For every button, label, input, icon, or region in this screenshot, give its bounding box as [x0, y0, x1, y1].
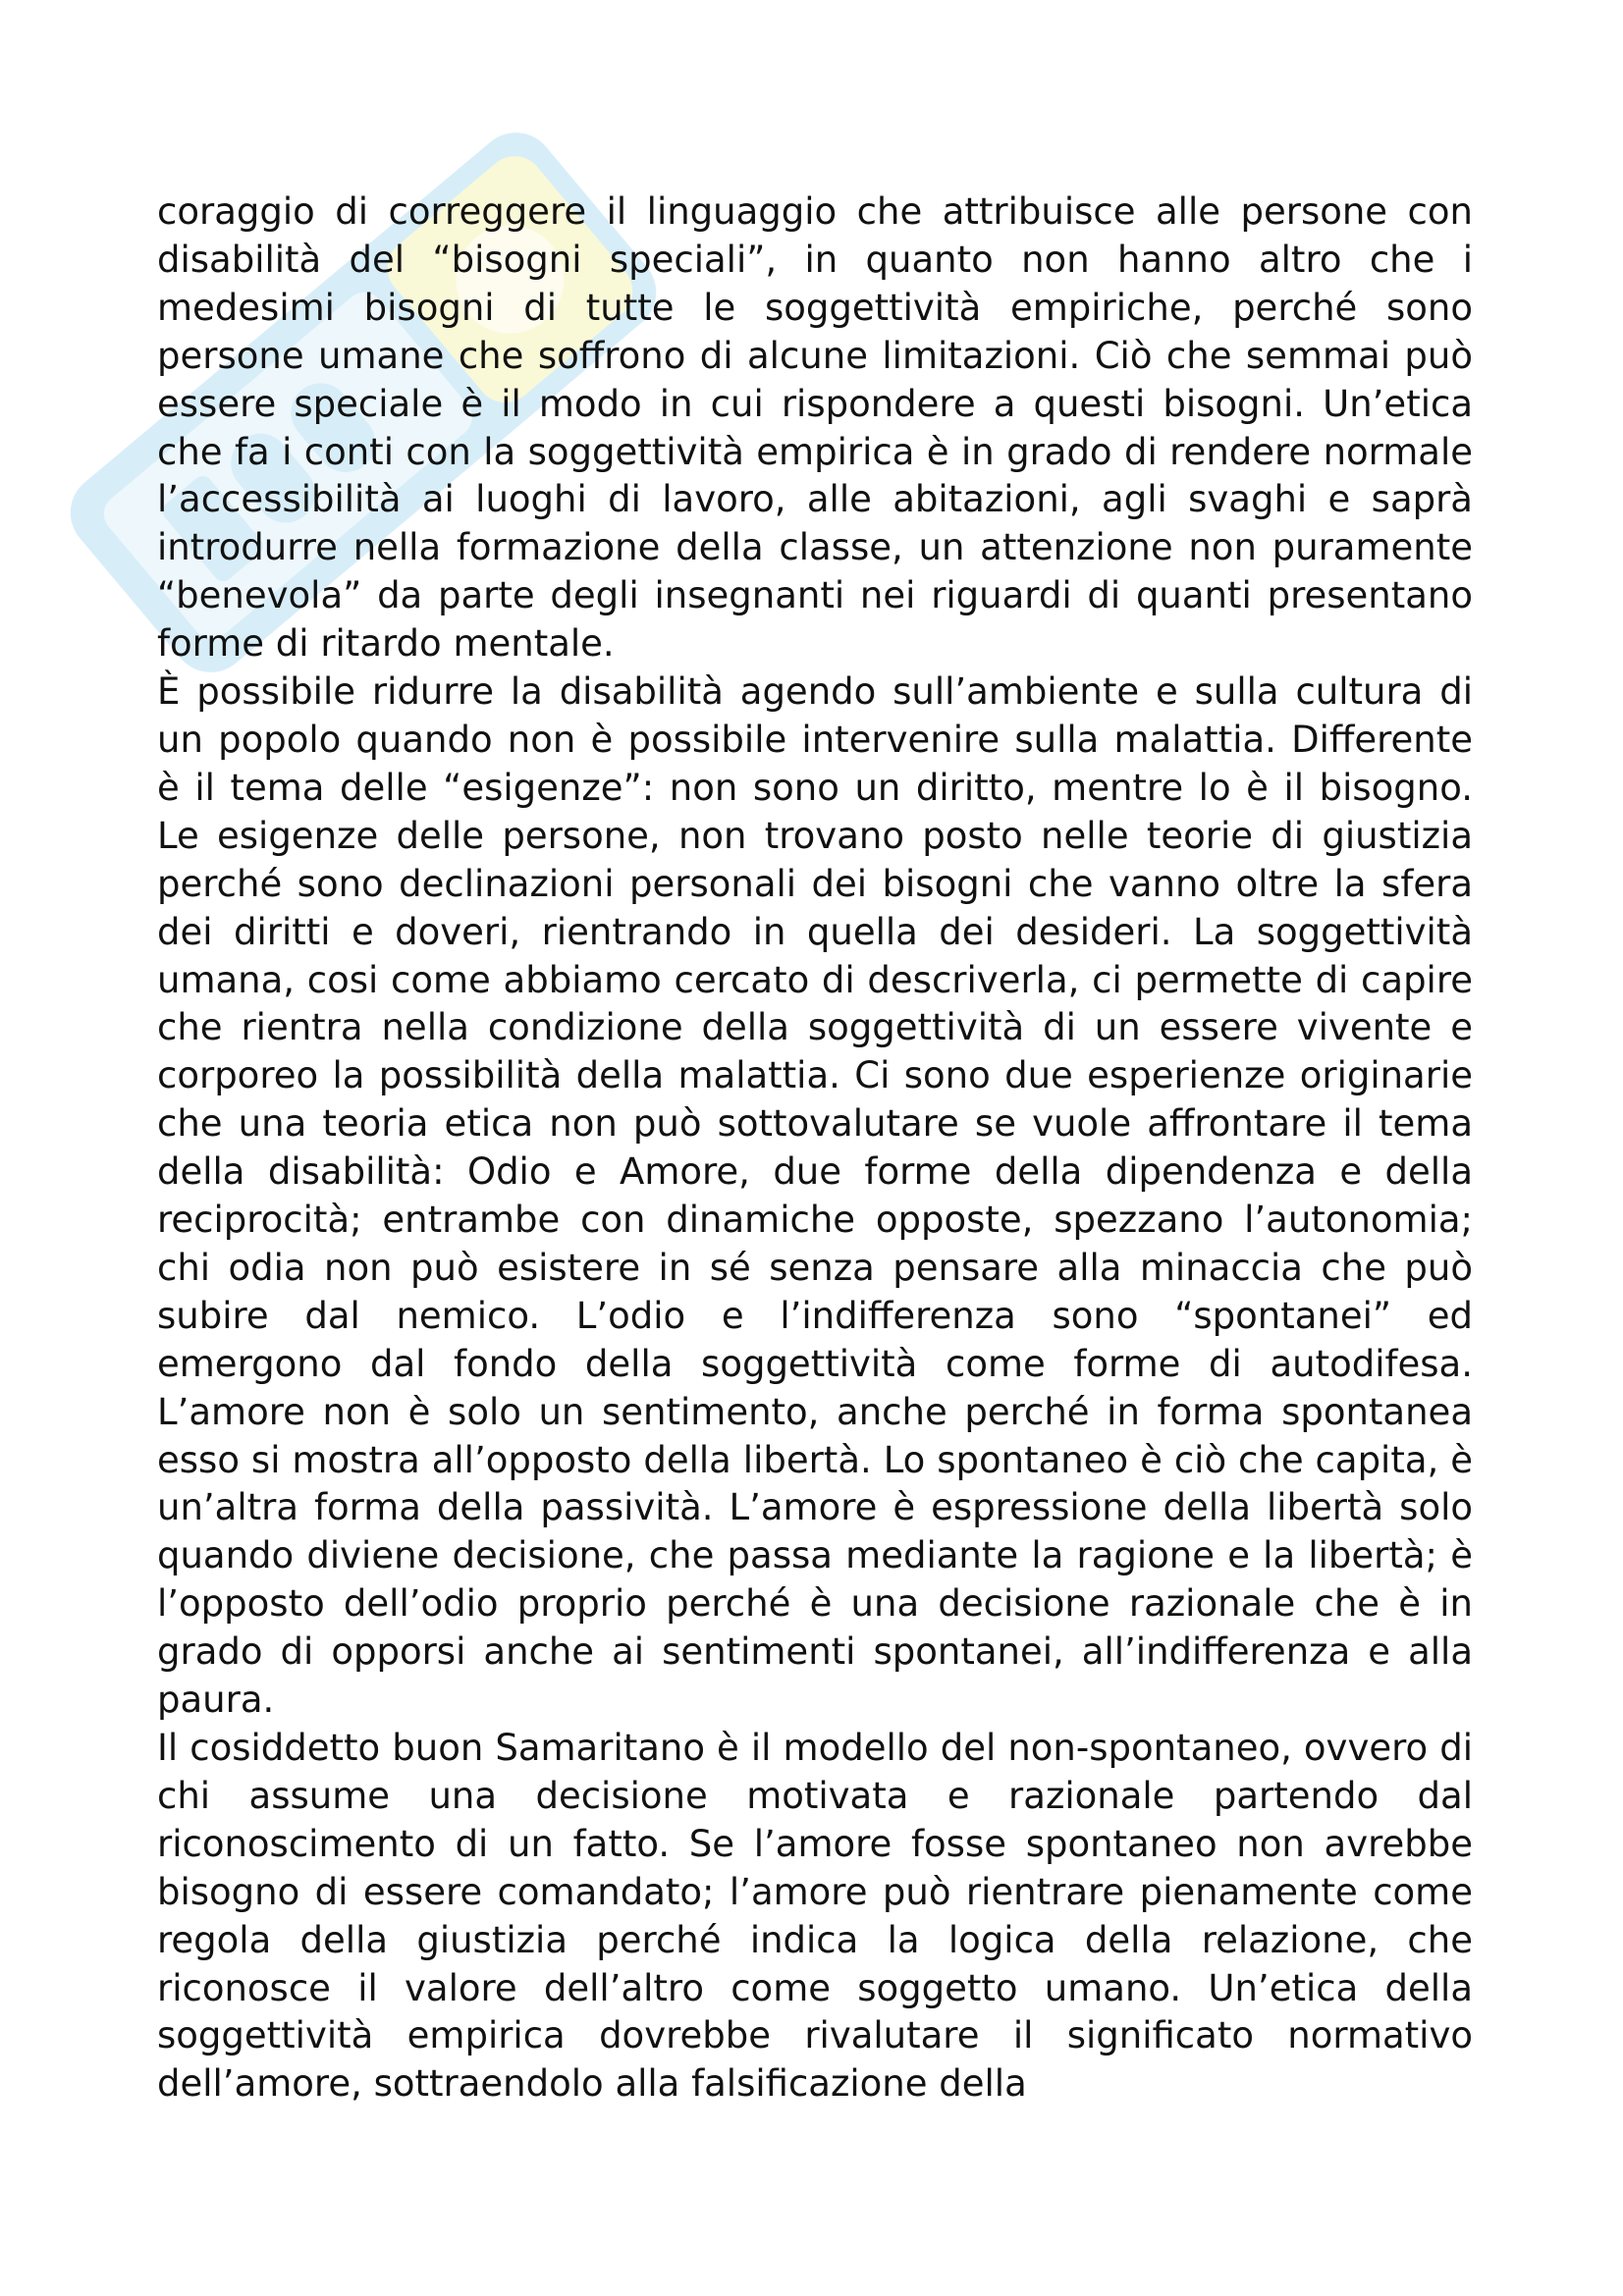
paragraph-2: È possibile ridurre la disabilità agendo sull’ambiente e sulla cultura di un popolo quando non è possibile intervenire sulla malattia. Differente è il tema delle “esigenze”: non sono un diritto, mentre lo è il bisogno. Le esigenze delle persone, non trovano posto nelle teorie di giustizia perché sono declinazioni personali dei bisogni che vanno oltre la sfera dei diritti e doveri, rientrando in quella dei desideri. La soggettività umana, cosi come abbiamo cercato di descriverla, ci permette di capire che rientra nella condizione della soggettività di un essere vivente e corporeo la possibilità della malattia. Ci sono due esperienze originarie che una teoria etica non può sottovalutare se vuole affrontare il tema della disabilità: Odio e Amore, due forme della dipendenza e della reciprocità; entrambe con dinamiche opposte, spezzano l’autonomia; chi odia non può esistere in sé senza pensare alla minaccia che può subire dal nemico. L’odio e l’indifferenza sono “spontanei” ed emergono dal fondo della soggettività come forme di autodifesa. L’amore non è solo un sentimento, anche perché in forma spontanea esso si mostra all’opposto della libertà. Lo spontaneo è ciò che capita, è un’altra forma della passività. L’amore è espressione della libertà solo quando diviene decisione, che passa mediante la ragione e la libertà; è l’opposto dell’odio proprio perché è una decisione razionale che è in grado di opporsi anche ai sentimenti spontanei, all’indifferenza e alla paura. [157, 670, 1473, 1722]
paragraph-3: Il cosiddetto buon Samaritano è il modello del non-spontaneo, ovvero di chi assume una decisione motivata e razionale partendo dal riconoscimento di un fatto. Se l’amore fosse spontaneo non avrebbe bisogno di essere comandato; l’amore può rientrare pienamente come regola della giustizia perché indica la logica della relazione, che riconosce il valore dell’altro come soggetto umano. Un’etica della soggettività empirica dovrebbe rivalutare il significato normativo dell’amore, sottraendolo alla falsificazione della [157, 1727, 1473, 2106]
body-text [157, 188, 1473, 2109]
paragraph-1: coraggio di correggere il linguaggio che attribuisce alle persone con disabilità del “bisogni speciali”, in quanto non hanno altro che i medesimi bisogni di tutte le soggettività empiriche, perché sono persone umane che soffrono di alcune limitazioni. Ciò che semmai può essere speciale è il modo in cui rispondere a questi bisogni. Un’etica che fa i conti con la soggettività empirica è in grado di rendere normale l’accessibilità ai luoghi di lavoro, alle abitazioni, agli svaghi e saprà introdurre nella formazione della classe, un attenzione non puramente “benevola” da parte degli insegnanti nei riguardi di quanti presentano forme di ritardo mentale. [157, 190, 1473, 666]
